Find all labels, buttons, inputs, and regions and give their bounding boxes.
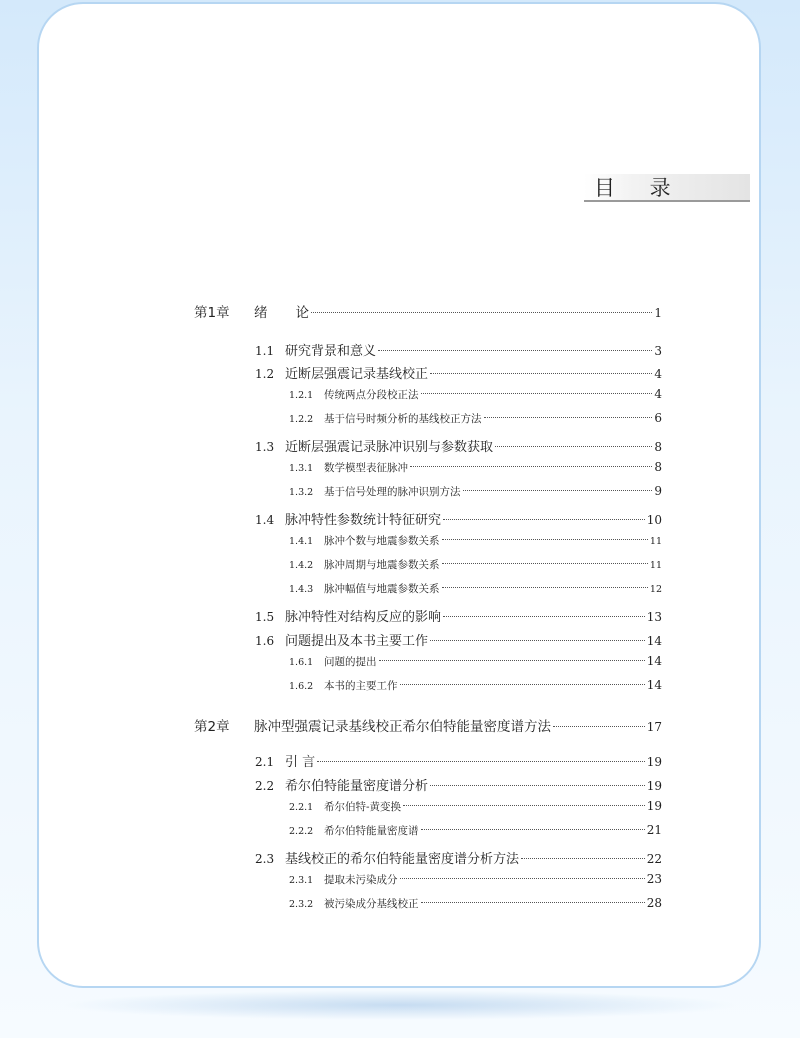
entry-page-number: 28 [646, 896, 662, 910]
entry-title: 基线校正的希尔伯特能量密度谱分析方法 [285, 852, 520, 867]
dot-leader [378, 350, 652, 351]
entry-page-number: 23 [646, 872, 662, 886]
entry-number: 1.5 [255, 610, 275, 624]
dot-leader [442, 563, 648, 564]
entry-number: 1.6.1 [289, 657, 314, 668]
toc-subsection-entry[interactable] [289, 557, 662, 575]
entry-number: 1.3.2 [289, 487, 314, 498]
dot-leader [421, 829, 645, 830]
dot-leader [379, 660, 645, 661]
entry-title: 脉冲型强震记录基线校正希尔伯特能量密度谱方法 [254, 719, 551, 735]
dot-leader [484, 417, 653, 418]
entry-page-number: 13 [646, 610, 662, 624]
entry-title: 近断层强震记录基线校正 [285, 367, 429, 382]
entry-title: 脉冲个数与地震参数关系 [324, 535, 440, 547]
toc-section-entry[interactable] [255, 363, 662, 383]
entry-page-number: 4 [654, 367, 662, 381]
toc-subsection-entry[interactable] [289, 411, 662, 429]
entry-number: 1.4 [255, 513, 275, 527]
dot-leader [421, 393, 653, 394]
entry-number: 1.6 [255, 634, 275, 648]
toc-section-entry[interactable] [255, 436, 662, 456]
entry-number: 1.2 [255, 367, 275, 381]
entry-page-number: 4 [654, 387, 662, 401]
entry-title: 被污染成分基线校正 [324, 898, 419, 910]
toc-subsection-entry[interactable] [289, 872, 662, 890]
dot-leader [553, 726, 645, 727]
toc-subsection-entry[interactable] [289, 533, 662, 551]
entry-page-number: 12 [649, 584, 662, 595]
entry-number: 1.4.2 [289, 560, 314, 571]
dot-leader [430, 640, 645, 641]
entry-number: 1.4.1 [289, 536, 314, 547]
entry-page-number: 17 [646, 720, 662, 734]
entry-page-number: 10 [646, 513, 662, 527]
entry-page-number: 11 [649, 536, 662, 547]
toc-subsection-entry[interactable] [289, 484, 662, 502]
dot-leader [430, 785, 645, 786]
entry-title: 绪论 [254, 305, 337, 321]
dot-leader [430, 373, 652, 374]
entry-title: 研究背景和意义 [285, 344, 377, 359]
entry-title: 希尔伯特能量密度谱 [324, 825, 419, 837]
toc-section-entry[interactable] [255, 775, 662, 795]
entry-title: 希尔伯特-黄变换 [324, 801, 402, 813]
page-title [584, 174, 750, 202]
entry-number: 2.1 [255, 755, 275, 769]
entry-number: 1.2.2 [289, 414, 314, 425]
entry-page-number: 3 [654, 344, 662, 358]
entry-number: 2.2 [255, 779, 275, 793]
entry-title: 脉冲特性参数统计特征研究 [285, 513, 442, 528]
toc-page [37, 2, 761, 988]
entry-page-number: 14 [646, 654, 662, 668]
card-shadow [60, 990, 740, 1020]
entry-page-number: 22 [646, 852, 662, 866]
dot-leader [442, 587, 648, 588]
entry-page-number: 14 [646, 634, 662, 648]
entry-page-number: 6 [654, 411, 662, 425]
entry-title: 引 言 [285, 755, 316, 770]
entry-page-number: 11 [649, 560, 662, 571]
entry-title: 脉冲幅值与地震参数关系 [324, 583, 440, 595]
entry-page-number: 19 [646, 799, 662, 813]
toc-section-entry[interactable] [255, 848, 662, 868]
entry-number: 2.3 [255, 852, 275, 866]
dot-leader [403, 805, 645, 806]
entry-title: 近断层强震记录脉冲识别与参数获取 [285, 440, 494, 455]
dot-leader [400, 684, 645, 685]
entry-title: 传统两点分段校正法 [324, 389, 419, 401]
toc-section-entry[interactable] [255, 606, 662, 626]
entry-title: 希尔伯特能量密度谱分析 [285, 779, 429, 794]
dot-leader [443, 616, 645, 617]
toc-subsection-entry[interactable] [289, 799, 662, 817]
entry-page-number: 8 [654, 440, 662, 454]
dot-leader [443, 519, 645, 520]
entry-page-number: 19 [646, 779, 662, 793]
entry-page-number: 21 [646, 823, 662, 837]
entry-number: 2.3.1 [289, 875, 314, 886]
entry-number: 1.3 [255, 440, 275, 454]
page-title-text: 目 录 [594, 176, 685, 200]
toc-subsection-entry[interactable] [289, 678, 662, 696]
entry-number: 2.2.2 [289, 826, 314, 837]
toc-subsection-entry[interactable] [289, 654, 662, 672]
entry-page-number: 1 [654, 306, 662, 320]
dot-leader [442, 539, 648, 540]
dot-leader [317, 761, 645, 762]
entry-title: 本书的主要工作 [324, 680, 398, 692]
toc-section-entry[interactable] [255, 340, 662, 360]
entry-number: 第2章 [194, 719, 230, 735]
dot-leader [421, 902, 645, 903]
entry-page-number: 19 [646, 755, 662, 769]
entry-title: 脉冲周期与地震参数关系 [324, 559, 440, 571]
entry-number: 1.1 [255, 344, 275, 358]
dot-leader [311, 312, 652, 313]
entry-title: 基于信号处理的脉冲识别方法 [324, 486, 461, 498]
entry-title: 问题的提出 [324, 656, 377, 668]
entry-number: 1.2.1 [289, 390, 314, 401]
toc-subsection-entry[interactable] [289, 896, 662, 914]
entry-title: 数学模型表征脉冲 [324, 462, 408, 474]
dot-leader [410, 466, 652, 467]
entry-number: 2.3.2 [289, 899, 314, 910]
toc-subsection-entry[interactable] [289, 581, 662, 599]
toc-section-entry[interactable] [255, 509, 662, 529]
entry-number: 1.6.2 [289, 681, 314, 692]
toc-chapter-entry[interactable] [194, 715, 662, 737]
entry-number: 1.3.1 [289, 463, 314, 474]
entry-number: 2.2.1 [289, 802, 314, 813]
toc-section-entry[interactable] [255, 630, 662, 650]
entry-number: 第1章 [194, 305, 230, 321]
entry-title: 基于信号时频分析的基线校正方法 [324, 413, 482, 425]
entry-page-number: 14 [646, 678, 662, 692]
dot-leader [463, 490, 653, 491]
toc-subsection-entry[interactable] [289, 460, 662, 478]
toc-section-entry[interactable] [255, 751, 662, 771]
toc-chapter-entry[interactable] [194, 301, 662, 323]
toc-subsection-entry[interactable] [289, 823, 662, 841]
entry-title: 问题提出及本书主要工作 [285, 634, 429, 649]
dot-leader [521, 858, 645, 859]
entry-title: 提取未污染成分 [324, 874, 398, 886]
entry-page-number: 8 [654, 460, 662, 474]
dot-leader [495, 446, 652, 447]
entry-title: 脉冲特性对结构反应的影响 [285, 610, 442, 625]
entry-page-number: 9 [654, 484, 662, 498]
toc-subsection-entry[interactable] [289, 387, 662, 405]
dot-leader [400, 878, 645, 879]
entry-number: 1.4.3 [289, 584, 314, 595]
